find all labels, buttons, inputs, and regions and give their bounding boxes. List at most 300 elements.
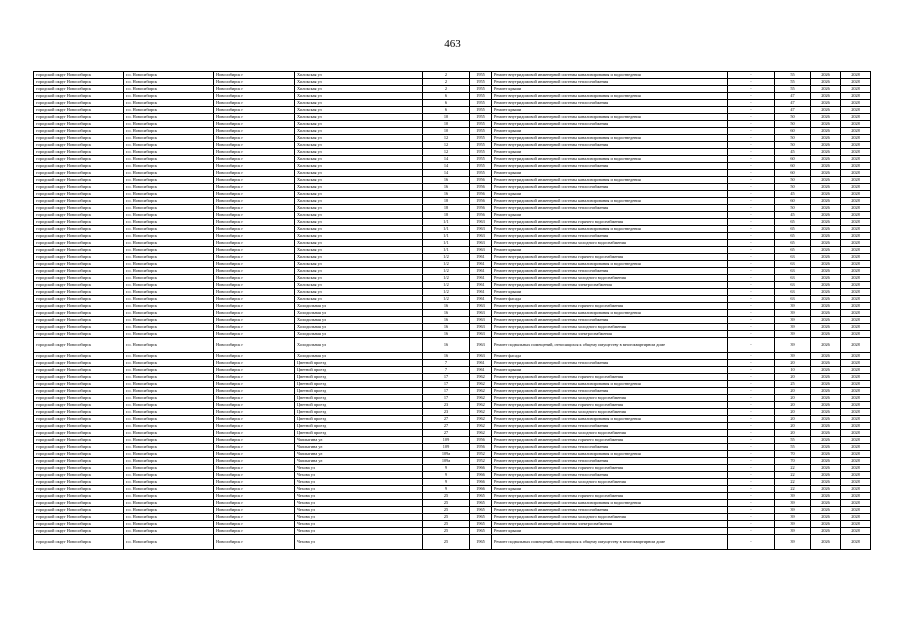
municipality-cell: городской округ Новосибирск [34, 535, 124, 550]
city-district-cell: г.о. Новосибирск [124, 93, 214, 100]
table-row [34, 324, 871, 331]
start-year-cell: 2026 [811, 135, 841, 142]
table-row [34, 374, 871, 381]
flag-cell: - [728, 100, 775, 107]
end-year-cell: 2028 [841, 444, 871, 451]
build-year-cell: 1955 [470, 121, 492, 128]
start-year-cell: 2026 [811, 233, 841, 240]
house-number-cell: 1/1 [423, 226, 470, 233]
work-type-cell: Ремонт крыши [492, 149, 728, 156]
end-year-cell: 2028 [841, 430, 871, 437]
build-year-cell: 1965 [470, 535, 492, 550]
start-year-cell: 2026 [811, 338, 841, 353]
value-cell: 60 [775, 156, 811, 163]
municipality-cell: городской округ Новосибирск [34, 528, 124, 535]
build-year-cell: 1956 [470, 184, 492, 191]
end-year-cell: 2028 [841, 303, 871, 310]
municipality-cell: городской округ Новосибирск [34, 156, 124, 163]
city-district-cell: г.о. Новосибирск [124, 275, 214, 282]
work-type-cell: Ремонт внутридомовой инженерной системы теплоснабжения [492, 142, 728, 149]
end-year-cell: 2028 [841, 493, 871, 500]
flag-cell: - [728, 226, 775, 233]
municipality-cell: городской округ Новосибирск [34, 493, 124, 500]
value-cell: 47 [775, 93, 811, 100]
end-year-cell: 2028 [841, 212, 871, 219]
city-district-cell: г.о. Новосибирск [124, 437, 214, 444]
flag-cell: - [728, 528, 775, 535]
house-number-cell: 1/2 [423, 268, 470, 275]
repair-schedule-table [33, 71, 871, 550]
page-number: 463 [444, 38, 461, 50]
flag-cell: - [728, 409, 775, 416]
street-cell: Цветной проезд [295, 381, 423, 388]
street-cell: Чехова ул [295, 500, 423, 507]
city-district-cell: г.о. Новосибирск [124, 100, 214, 107]
build-year-cell: 1961 [470, 289, 492, 296]
table-row [34, 395, 871, 402]
table-row [34, 93, 871, 100]
street-cell: Хилокская ул [295, 142, 423, 149]
build-year-cell: 1955 [470, 149, 492, 156]
city-district-cell: г.о. Новосибирск [124, 79, 214, 86]
settlement-cell: Новосибирск г [214, 289, 295, 296]
house-number-cell: 23 [423, 402, 470, 409]
table-row [34, 100, 871, 107]
start-year-cell: 2026 [811, 254, 841, 261]
work-type-cell: Ремонт внутридомовой инженерной системы канализирования и водоотведения [492, 416, 728, 423]
municipality-cell: городской округ Новосибирск [34, 423, 124, 430]
municipality-cell: городской округ Новосибирск [34, 360, 124, 367]
house-number-cell: 27 [423, 416, 470, 423]
municipality-cell: городской округ Новосибирск [34, 507, 124, 514]
start-year-cell: 2026 [811, 156, 841, 163]
city-district-cell: г.о. Новосибирск [124, 479, 214, 486]
settlement-cell: Новосибирск г [214, 226, 295, 233]
municipality-cell: городской округ Новосибирск [34, 437, 124, 444]
flag-cell: - [728, 395, 775, 402]
end-year-cell: 2028 [841, 486, 871, 493]
house-number-cell: 109 [423, 444, 470, 451]
street-cell: Холодильная ул [295, 353, 423, 360]
build-year-cell: 1956 [470, 198, 492, 205]
street-cell: Хилокская ул [295, 100, 423, 107]
street-cell: Чехова ул [295, 528, 423, 535]
house-number-cell: 16 [423, 177, 470, 184]
end-year-cell: 2028 [841, 416, 871, 423]
street-cell: Хилокская ул [295, 107, 423, 114]
street-cell: Чаплыгина ул [295, 458, 423, 465]
street-cell: Хилокская ул [295, 254, 423, 261]
value-cell: 50 [775, 135, 811, 142]
street-cell: Хилокская ул [295, 268, 423, 275]
house-number-cell: 27 [423, 423, 470, 430]
city-district-cell: г.о. Новосибирск [124, 381, 214, 388]
value-cell: 55 [775, 79, 811, 86]
value-cell: 70 [775, 451, 811, 458]
end-year-cell: 2028 [841, 240, 871, 247]
municipality-cell: городской округ Новосибирск [34, 93, 124, 100]
start-year-cell: 2026 [811, 500, 841, 507]
build-year-cell: 1966 [470, 486, 492, 493]
street-cell: Хилокская ул [295, 240, 423, 247]
start-year-cell: 2026 [811, 289, 841, 296]
municipality-cell: городской округ Новосибирск [34, 381, 124, 388]
municipality-cell: городской округ Новосибирск [34, 444, 124, 451]
table-row [34, 458, 871, 465]
work-type-cell: Ремонт внутридомовой инженерной системы электроснабжения [492, 331, 728, 338]
build-year-cell: 1961 [470, 367, 492, 374]
municipality-cell: городской округ Новосибирск [34, 296, 124, 303]
build-year-cell: 1962 [470, 388, 492, 395]
table-row [34, 184, 871, 191]
house-number-cell: 18 [423, 205, 470, 212]
work-type-cell: Ремонт крыши [492, 367, 728, 374]
settlement-cell: Новосибирск г [214, 514, 295, 521]
city-district-cell: г.о. Новосибирск [124, 184, 214, 191]
build-year-cell: 1963 [470, 324, 492, 331]
value-cell: 47 [775, 100, 811, 107]
settlement-cell: Новосибирск г [214, 472, 295, 479]
start-year-cell: 2026 [811, 226, 841, 233]
table-row [34, 409, 871, 416]
flag-cell: - [728, 135, 775, 142]
build-year-cell: 1963 [470, 247, 492, 254]
house-number-cell: 14 [423, 163, 470, 170]
work-type-cell: Ремонт внутридомовой инженерной системы теплоснабжения [492, 184, 728, 191]
work-type-cell: Ремонт фасада [492, 353, 728, 360]
flag-cell: - [728, 444, 775, 451]
street-cell: Чаплыгина ул [295, 444, 423, 451]
municipality-cell: городской округ Новосибирск [34, 465, 124, 472]
municipality-cell: городской округ Новосибирск [34, 331, 124, 338]
value-cell: 39 [775, 338, 811, 353]
house-number-cell: 12 [423, 142, 470, 149]
city-district-cell: г.о. Новосибирск [124, 465, 214, 472]
table-row [34, 254, 871, 261]
settlement-cell: Новосибирск г [214, 388, 295, 395]
work-type-cell: Ремонт внутридомовой инженерной системы канализирования и водоотведения [492, 226, 728, 233]
street-cell: Чаплыгина ул [295, 451, 423, 458]
table-row [34, 226, 871, 233]
start-year-cell: 2026 [811, 303, 841, 310]
build-year-cell: 1965 [470, 507, 492, 514]
end-year-cell: 2028 [841, 296, 871, 303]
start-year-cell: 2026 [811, 268, 841, 275]
start-year-cell: 2026 [811, 198, 841, 205]
build-year-cell: 1962 [470, 430, 492, 437]
flag-cell: - [728, 296, 775, 303]
end-year-cell: 2028 [841, 367, 871, 374]
start-year-cell: 2026 [811, 395, 841, 402]
street-cell: Хилокская ул [295, 79, 423, 86]
value-cell: 39 [775, 528, 811, 535]
house-number-cell: 109 [423, 437, 470, 444]
flag-cell: - [728, 507, 775, 514]
flag-cell: - [728, 240, 775, 247]
street-cell: Хилокская ул [295, 149, 423, 156]
build-year-cell: 1962 [470, 416, 492, 423]
settlement-cell: Новосибирск г [214, 282, 295, 289]
start-year-cell: 2026 [811, 219, 841, 226]
house-number-cell: 14 [423, 170, 470, 177]
table-row [34, 416, 871, 423]
street-cell: Хилокская ул [295, 233, 423, 240]
value-cell: 20 [775, 360, 811, 367]
table-row [34, 79, 871, 86]
city-district-cell: г.о. Новосибирск [124, 317, 214, 324]
street-cell: Хилокская ул [295, 261, 423, 268]
table-row [34, 507, 871, 514]
settlement-cell: Новосибирск г [214, 500, 295, 507]
city-district-cell: г.о. Новосибирск [124, 303, 214, 310]
flag-cell: - [728, 121, 775, 128]
flag-cell: - [728, 479, 775, 486]
build-year-cell: 1961 [470, 268, 492, 275]
work-type-cell: Ремонт подвальных помещений, относящихся к общему имуществу в многоквартирном доме [492, 535, 728, 550]
settlement-cell: Новосибирск г [214, 268, 295, 275]
flag-cell: - [728, 521, 775, 528]
house-number-cell: 17 [423, 395, 470, 402]
settlement-cell: Новосибирск г [214, 324, 295, 331]
start-year-cell: 2026 [811, 177, 841, 184]
flag-cell: - [728, 198, 775, 205]
house-number-cell: 1/1 [423, 247, 470, 254]
flag-cell: - [728, 261, 775, 268]
municipality-cell: городской округ Новосибирск [34, 395, 124, 402]
house-number-cell: 17 [423, 374, 470, 381]
start-year-cell: 2026 [811, 430, 841, 437]
settlement-cell: Новосибирск г [214, 493, 295, 500]
street-cell: Хилокская ул [295, 156, 423, 163]
build-year-cell: 1956 [470, 444, 492, 451]
street-cell: Холодильная ул [295, 317, 423, 324]
build-year-cell: 1961 [470, 275, 492, 282]
work-type-cell: Ремонт внутридомовой инженерной системы теплоснабжения [492, 205, 728, 212]
start-year-cell: 2026 [811, 149, 841, 156]
value-cell: 65 [775, 226, 811, 233]
work-type-cell: Ремонт внутридомовой инженерной системы канализирования и водоотведения [492, 72, 728, 79]
value-cell: 22 [775, 465, 811, 472]
value-cell: 63 [775, 296, 811, 303]
settlement-cell: Новосибирск г [214, 247, 295, 254]
start-year-cell: 2026 [811, 472, 841, 479]
settlement-cell: Новосибирск г [214, 381, 295, 388]
settlement-cell: Новосибирск г [214, 507, 295, 514]
start-year-cell: 2026 [811, 142, 841, 149]
work-type-cell: Ремонт внутридомовой инженерной системы теплоснабжения [492, 121, 728, 128]
settlement-cell: Новосибирск г [214, 121, 295, 128]
start-year-cell: 2026 [811, 451, 841, 458]
municipality-cell: городской округ Новосибирск [34, 177, 124, 184]
house-number-cell: 10 [423, 128, 470, 135]
build-year-cell: 1963 [470, 338, 492, 353]
value-cell: 39 [775, 310, 811, 317]
work-type-cell: Ремонт внутридомовой инженерной системы горячего водоснабжения [492, 465, 728, 472]
value-cell: 39 [775, 324, 811, 331]
street-cell: Чехова ул [295, 493, 423, 500]
end-year-cell: 2028 [841, 163, 871, 170]
settlement-cell: Новосибирск г [214, 331, 295, 338]
municipality-cell: городской округ Новосибирск [34, 86, 124, 93]
table-row [34, 219, 871, 226]
work-type-cell: Ремонт внутридомовой инженерной системы холодного водоснабжения [492, 409, 728, 416]
house-number-cell: 1/2 [423, 254, 470, 261]
table-row [34, 381, 871, 388]
street-cell: Хилокская ул [295, 135, 423, 142]
start-year-cell: 2026 [811, 163, 841, 170]
house-number-cell: 25 [423, 521, 470, 528]
flag-cell: - [728, 93, 775, 100]
city-district-cell: г.о. Новосибирск [124, 521, 214, 528]
start-year-cell: 2026 [811, 507, 841, 514]
build-year-cell: 1961 [470, 296, 492, 303]
flag-cell: - [728, 233, 775, 240]
end-year-cell: 2028 [841, 191, 871, 198]
work-type-cell: Ремонт внутридомовой инженерной системы теплоснабжения [492, 163, 728, 170]
build-year-cell: 1955 [470, 79, 492, 86]
flag-cell: - [728, 458, 775, 465]
settlement-cell: Новосибирск г [214, 296, 295, 303]
table-row [34, 170, 871, 177]
street-cell: Хилокская ул [295, 205, 423, 212]
table-row [34, 289, 871, 296]
street-cell: Хилокская ул [295, 198, 423, 205]
table-row [34, 528, 871, 535]
city-district-cell: г.о. Новосибирск [124, 535, 214, 550]
city-district-cell: г.о. Новосибирск [124, 205, 214, 212]
start-year-cell: 2026 [811, 261, 841, 268]
settlement-cell: Новосибирск г [214, 219, 295, 226]
table-row [34, 338, 871, 353]
build-year-cell: 1955 [470, 100, 492, 107]
settlement-cell: Новосибирск г [214, 486, 295, 493]
municipality-cell: городской округ Новосибирск [34, 254, 124, 261]
city-district-cell: г.о. Новосибирск [124, 367, 214, 374]
table-row [34, 479, 871, 486]
municipality-cell: городской округ Новосибирск [34, 149, 124, 156]
municipality-cell: городской округ Новосибирск [34, 374, 124, 381]
work-type-cell: Ремонт внутридомовой инженерной системы канализирования и водоотведения [492, 451, 728, 458]
flag-cell: - [728, 310, 775, 317]
flag-cell: - [728, 219, 775, 226]
street-cell: Холодильная ул [295, 324, 423, 331]
flag-cell: - [728, 149, 775, 156]
municipality-cell: городской округ Новосибирск [34, 247, 124, 254]
city-district-cell: г.о. Новосибирск [124, 296, 214, 303]
street-cell: Хилокская ул [295, 289, 423, 296]
settlement-cell: Новосибирск г [214, 86, 295, 93]
flag-cell: - [728, 114, 775, 121]
start-year-cell: 2026 [811, 107, 841, 114]
flag-cell: - [728, 331, 775, 338]
build-year-cell: 1963 [470, 240, 492, 247]
build-year-cell: 1965 [470, 500, 492, 507]
flag-cell: - [728, 79, 775, 86]
municipality-cell: городской округ Новосибирск [34, 240, 124, 247]
work-type-cell: Ремонт внутридомовой инженерной системы горячего водоснабжения [492, 219, 728, 226]
end-year-cell: 2028 [841, 324, 871, 331]
build-year-cell: 1962 [470, 395, 492, 402]
table-row [34, 317, 871, 324]
city-district-cell: г.о. Новосибирск [124, 324, 214, 331]
value-cell: 63 [775, 289, 811, 296]
work-type-cell: Ремонт внутридомовой инженерной системы теплоснабжения [492, 388, 728, 395]
table-row [34, 388, 871, 395]
municipality-cell: городской округ Новосибирск [34, 114, 124, 121]
flag-cell: - [728, 338, 775, 353]
house-number-cell: 25 [423, 514, 470, 521]
municipality-cell: городской округ Новосибирск [34, 170, 124, 177]
street-cell: Хилокская ул [295, 177, 423, 184]
street-cell: Цветной проезд [295, 409, 423, 416]
flag-cell: - [728, 472, 775, 479]
table-row [34, 367, 871, 374]
house-number-cell: 25 [423, 493, 470, 500]
build-year-cell: 1962 [470, 374, 492, 381]
house-number-cell: 23 [423, 409, 470, 416]
municipality-cell: городской округ Новосибирск [34, 198, 124, 205]
value-cell: 39 [775, 331, 811, 338]
work-type-cell: Ремонт внутридомовой инженерной системы теплоснабжения [492, 458, 728, 465]
build-year-cell: 1955 [470, 107, 492, 114]
build-year-cell: 1965 [470, 493, 492, 500]
municipality-cell: городской округ Новосибирск [34, 128, 124, 135]
value-cell: 65 [775, 240, 811, 247]
municipality-cell: городской округ Новосибирск [34, 212, 124, 219]
table-row [34, 465, 871, 472]
build-year-cell: 1961 [470, 261, 492, 268]
work-type-cell: Ремонт фасада [492, 296, 728, 303]
municipality-cell: городской округ Новосибирск [34, 268, 124, 275]
table-row [34, 114, 871, 121]
municipality-cell: городской округ Новосибирск [34, 163, 124, 170]
end-year-cell: 2028 [841, 331, 871, 338]
value-cell: 55 [775, 72, 811, 79]
street-cell: Холодильная ул [295, 310, 423, 317]
house-number-cell: 16 [423, 317, 470, 324]
table-row [34, 486, 871, 493]
build-year-cell: 1962 [470, 409, 492, 416]
municipality-cell: городской округ Новосибирск [34, 107, 124, 114]
table-row [34, 353, 871, 360]
city-district-cell: г.о. Новосибирск [124, 226, 214, 233]
street-cell: Чаплыгина ул [295, 437, 423, 444]
settlement-cell: Новосибирск г [214, 100, 295, 107]
build-year-cell: 1962 [470, 402, 492, 409]
table-row [34, 233, 871, 240]
build-year-cell: 1955 [470, 72, 492, 79]
work-type-cell: Ремонт внутридомовой инженерной системы теплоснабжения [492, 317, 728, 324]
value-cell: 20 [775, 402, 811, 409]
municipality-cell: городской округ Новосибирск [34, 402, 124, 409]
work-type-cell: Ремонт внутридомовой инженерной системы канализирования и водоотведения [492, 135, 728, 142]
value-cell: 50 [775, 121, 811, 128]
build-year-cell: 1965 [470, 528, 492, 535]
street-cell: Холодильная ул [295, 303, 423, 310]
street-cell: Хилокская ул [295, 212, 423, 219]
value-cell: 39 [775, 353, 811, 360]
work-type-cell: Ремонт внутридомовой инженерной системы горячего водоснабжения [492, 254, 728, 261]
start-year-cell: 2026 [811, 184, 841, 191]
settlement-cell: Новосибирск г [214, 142, 295, 149]
table-row [34, 128, 871, 135]
start-year-cell: 2026 [811, 458, 841, 465]
house-number-cell: 12 [423, 149, 470, 156]
street-cell: Чехова ул [295, 486, 423, 493]
start-year-cell: 2026 [811, 317, 841, 324]
street-cell: Хилокская ул [295, 275, 423, 282]
flag-cell: - [728, 205, 775, 212]
